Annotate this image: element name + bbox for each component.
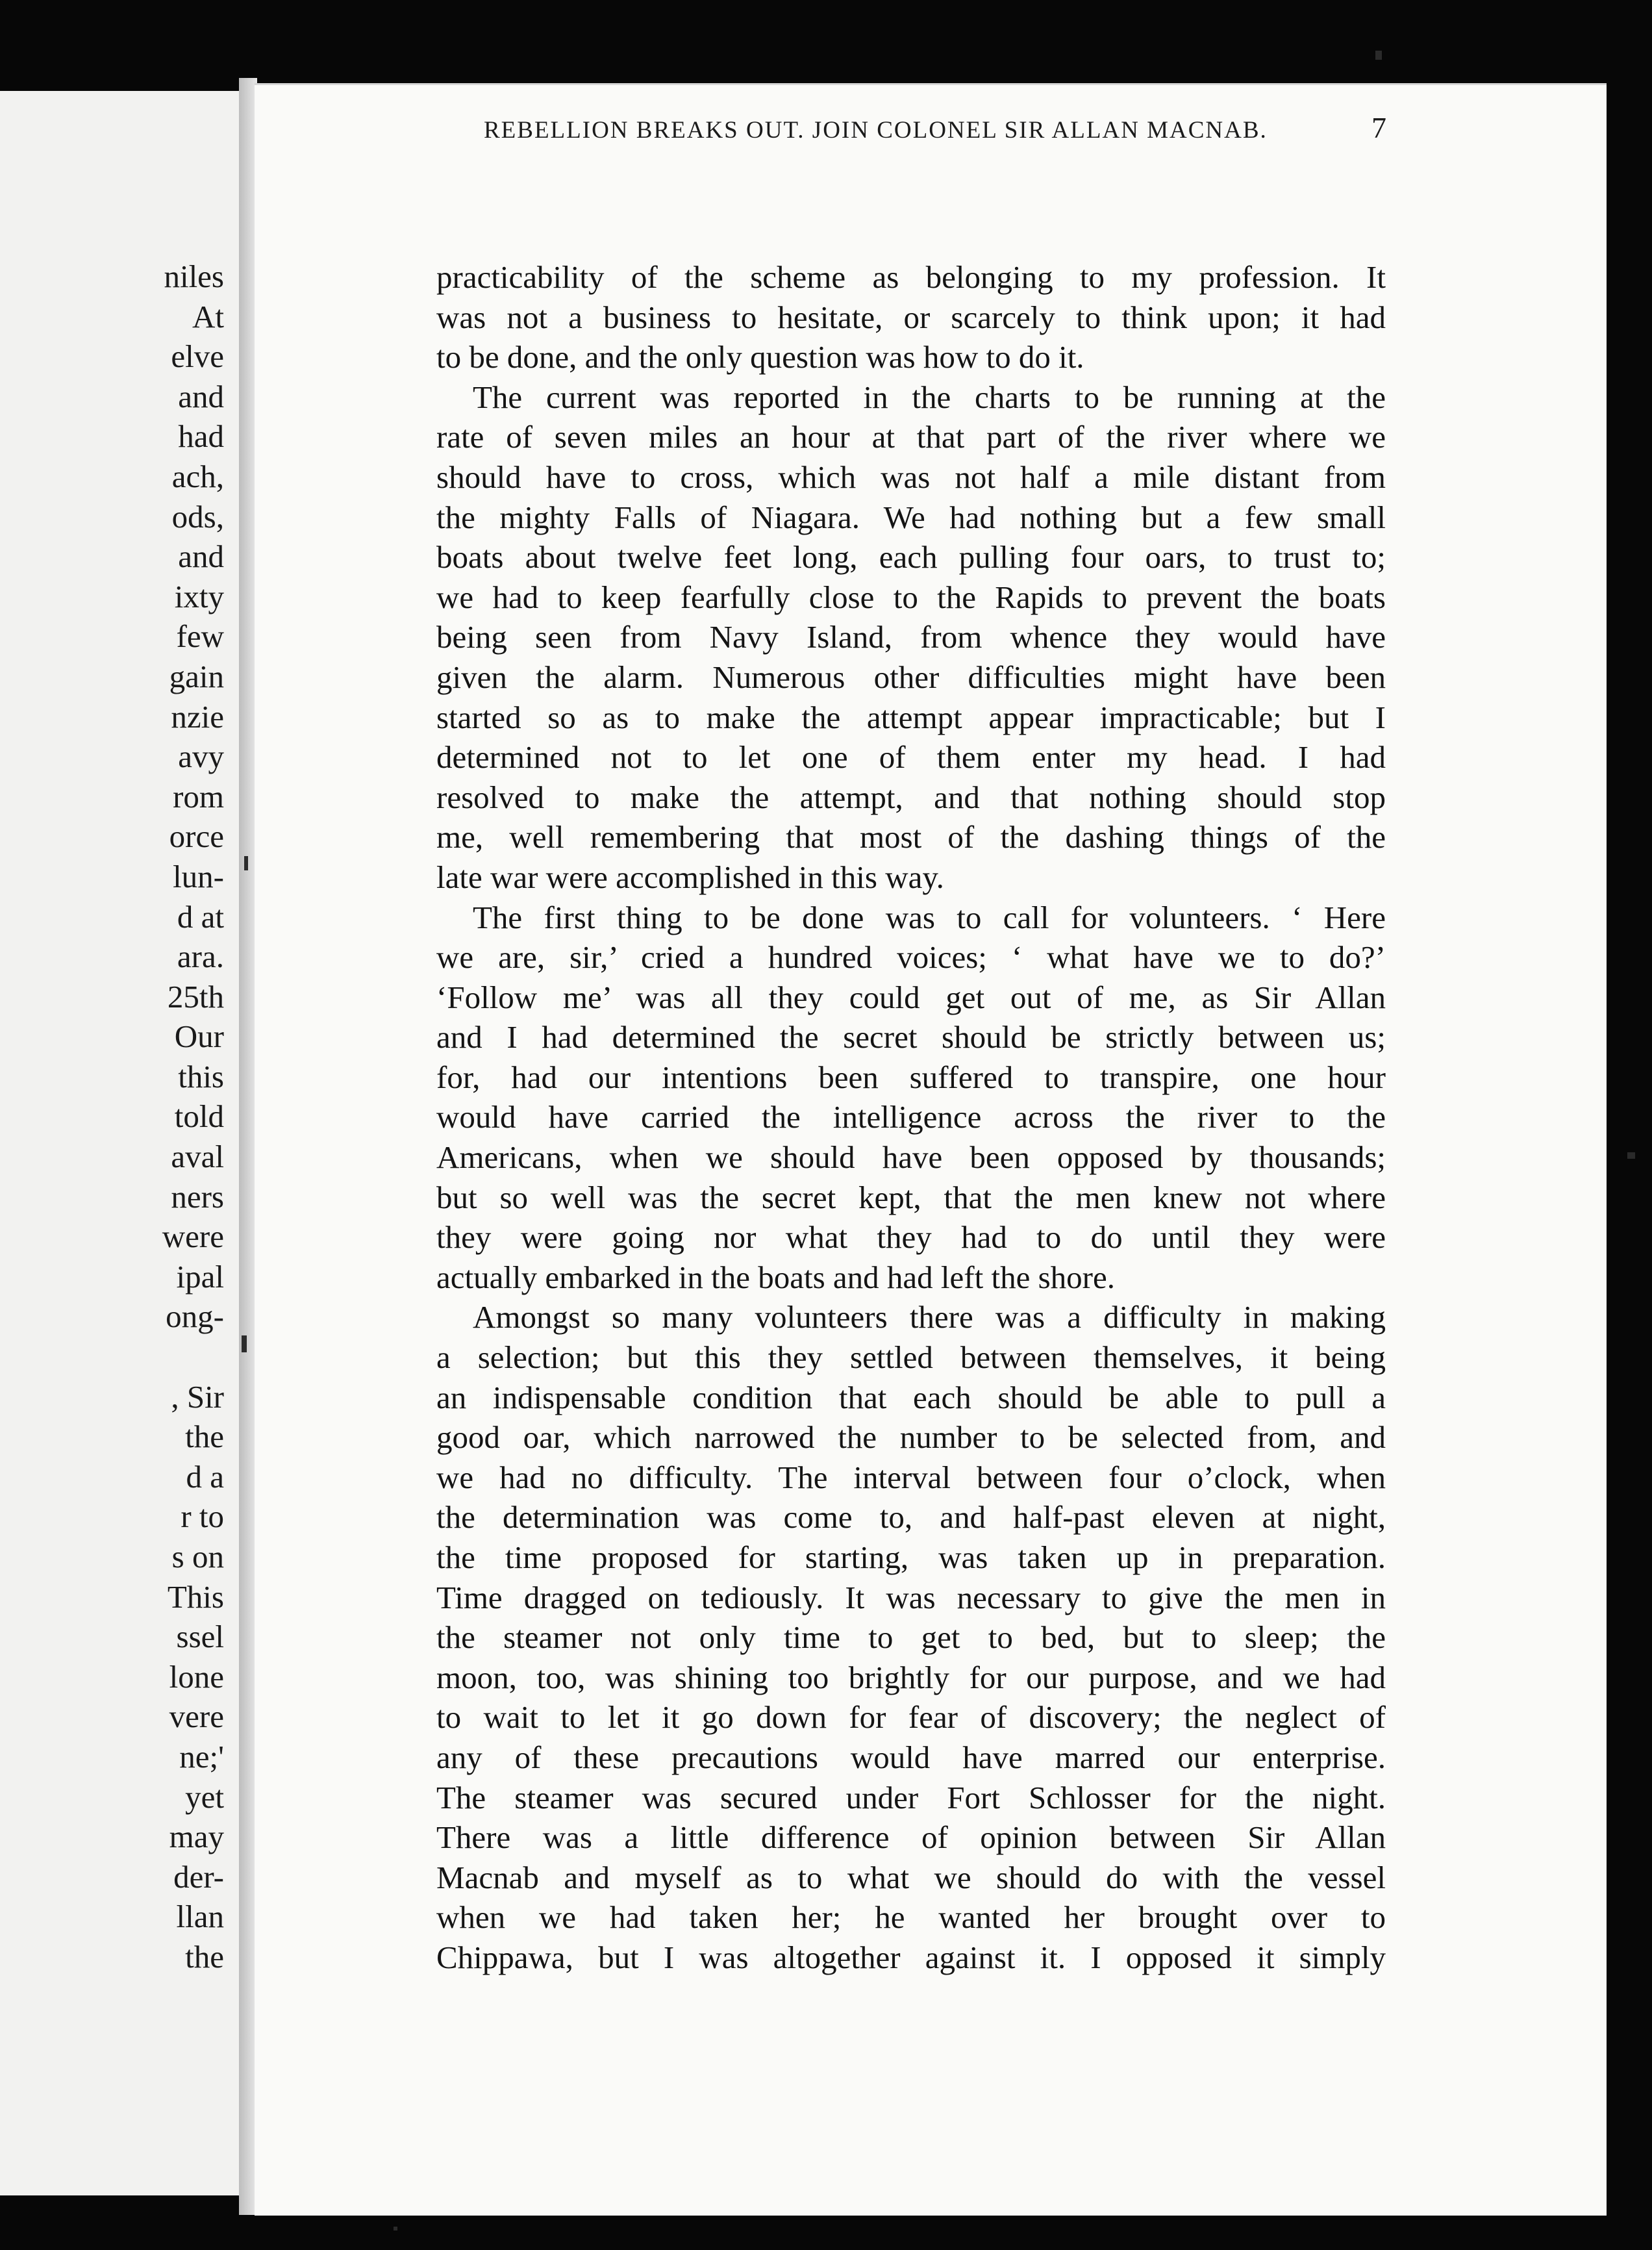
left-page-fragment: s on bbox=[171, 1539, 224, 1574]
scan-artifact bbox=[1375, 51, 1382, 60]
left-page-fragment: 25th bbox=[167, 978, 224, 1015]
left-page-fragment: At bbox=[192, 298, 224, 335]
scan-artifact bbox=[242, 1335, 247, 1352]
left-page-fragment: yet bbox=[185, 1778, 224, 1815]
left-page-fragment: d a bbox=[186, 1458, 224, 1495]
left-page-fragment: r to bbox=[181, 1498, 224, 1535]
left-page-fragment: ara. bbox=[177, 939, 224, 975]
text-line: Amongst so many volunteers there was a difficulty in making bbox=[473, 1299, 1386, 1335]
left-page-fragment: lone bbox=[169, 1658, 224, 1695]
left-page-fragment: gain bbox=[169, 658, 224, 694]
left-page-fragment: orce bbox=[169, 818, 224, 855]
text-line: for, had our intentions been suffered to transpire, one hour bbox=[436, 1059, 1386, 1095]
paragraph bbox=[436, 1297, 1386, 1977]
left-page-fragment: were bbox=[162, 1219, 224, 1255]
text-line: and I had determined the secret should be strictly between us; bbox=[436, 1019, 1386, 1055]
left-page-fragment: vere bbox=[169, 1699, 224, 1735]
running-title: REBELLION BREAKS OUT. JOIN COLONEL SIR ALLAN MACNAB. bbox=[484, 117, 1268, 144]
text-line: resolved to make the attempt, and that nothing should stop bbox=[436, 779, 1386, 815]
text-line: the determination was come to, and half-past eleven at night, bbox=[436, 1499, 1386, 1536]
left-page-fragment: the bbox=[185, 1419, 224, 1455]
text-line: any of these precautions would have marred our enterprise. bbox=[436, 1739, 1386, 1775]
text-line: Chippawa, but I was altogether against it. I opposed it simply bbox=[436, 1939, 1386, 1975]
text-line: Time dragged on tediously. It was necessary to give the men in bbox=[436, 1579, 1386, 1615]
text-line: There was a little difference of opinion between Sir Allan bbox=[436, 1819, 1386, 1856]
paragraph bbox=[436, 898, 1386, 1298]
left-page-fragment: avy bbox=[178, 739, 224, 775]
left-page-fragment: this bbox=[178, 1058, 224, 1094]
text-line: the time proposed for starting, was taken up in preparation. bbox=[436, 1539, 1386, 1575]
left-page-fragment bbox=[0, 1337, 224, 1377]
left-page-fragment: and bbox=[178, 378, 224, 414]
text-line: being seen from Navy Island, from whence they would have bbox=[436, 619, 1386, 655]
left-page-fragment: the bbox=[185, 1938, 224, 1975]
text-line: should have to cross, which was not half a mile distant from bbox=[436, 459, 1386, 495]
left-page-fragment: ixty bbox=[174, 578, 224, 614]
left-page-fragment: ne;' bbox=[179, 1738, 224, 1775]
left-page-fragment: aval bbox=[171, 1139, 224, 1175]
text-line: good oar, which narrowed the number to be selected from, and bbox=[436, 1419, 1386, 1456]
left-page-fragment: der- bbox=[173, 1858, 224, 1895]
left-page-fragment: Our bbox=[174, 1018, 224, 1055]
left-page-fragment: and bbox=[178, 538, 224, 575]
text-line: The current was reported in the charts to be running at the bbox=[473, 379, 1386, 415]
running-header bbox=[484, 110, 1386, 149]
text-line: would have carried the intelligence across the river to the bbox=[436, 1099, 1386, 1135]
text-line: given the alarm. Numerous other difficulties might have been bbox=[436, 659, 1386, 695]
paragraph bbox=[436, 257, 1386, 377]
left-page-fragment: had bbox=[178, 418, 224, 455]
left-page-fragment: ong- bbox=[166, 1298, 224, 1335]
text-line: rate of seven miles an hour at that part of the river where we bbox=[436, 419, 1386, 455]
left-page-fragment: rom bbox=[173, 778, 224, 815]
text-line: started so as to make the attempt appear impracticable; but I bbox=[436, 699, 1386, 735]
text-line: me, well remembering that most of the dashing things of the bbox=[436, 819, 1386, 855]
left-page-fragment: ods, bbox=[171, 498, 224, 535]
text-line: to wait to let it go down for fear of discovery; the neglect of bbox=[436, 1699, 1386, 1736]
text-line: moon, too, was shining too brightly for our purpose, and we had bbox=[436, 1659, 1386, 1695]
text-line: practicability of the scheme as belonging to my profession. It bbox=[436, 259, 1386, 295]
scan-artifact bbox=[394, 2227, 397, 2231]
left-page-fragment: ners bbox=[171, 1178, 224, 1215]
body-text bbox=[436, 257, 1386, 1978]
text-line: the mighty Falls of Niagara. We had nothing but a few small bbox=[436, 499, 1386, 535]
left-page-fragment: told bbox=[174, 1098, 224, 1135]
text-line: determined not to let one of them enter my head. I had bbox=[436, 739, 1386, 776]
text-line: we had no difficulty. The interval between four o’clock, when bbox=[436, 1459, 1386, 1495]
page-number: 7 bbox=[1371, 111, 1386, 144]
text-line: we are, sir,’ cried a hundred voices; ‘ what have we to do?’ bbox=[436, 939, 1386, 976]
text-line: an indispensable condition that each should be able to pull a bbox=[436, 1379, 1386, 1415]
text-line: when we had taken her; he wanted her brought over to bbox=[436, 1899, 1386, 1936]
text-line: boats about twelve feet long, each pulling four oars, to trust to; bbox=[436, 539, 1386, 575]
paragraph bbox=[436, 377, 1386, 898]
text-line: actually embarked in the boats and had left the shore. bbox=[436, 1259, 1115, 1295]
left-page-fragment: ach, bbox=[171, 458, 224, 494]
left-page-fragment: elve bbox=[171, 338, 224, 375]
text-line: Americans, when we should have been opposed by thousands; bbox=[436, 1139, 1386, 1176]
left-page-fragment: This bbox=[167, 1578, 224, 1615]
left-page-fragment: ipal bbox=[176, 1258, 224, 1295]
text-line: to be done, and the only question was how to do it. bbox=[436, 339, 1084, 375]
text-line: was not a business to hesitate, or scarcely to think upon; it had bbox=[436, 299, 1386, 335]
text-line: they were going nor what they had to do until they were bbox=[436, 1219, 1386, 1256]
left-page-fragment: few bbox=[176, 618, 224, 655]
text-line: late war were accomplished in this way. bbox=[436, 859, 944, 895]
left-page-fragment: niles bbox=[164, 259, 224, 294]
left-page-fragment: may bbox=[169, 1819, 224, 1855]
text-line: The first thing to be done was to call for volunteers. ‘ Here bbox=[473, 899, 1386, 935]
left-page-fragment: , Sir bbox=[171, 1378, 224, 1415]
left-page-fragment: d at bbox=[177, 898, 224, 935]
text-line: the steamer not only time to get to bed, but to sleep; the bbox=[436, 1619, 1386, 1656]
text-line: Macnab and myself as to what we should do with the vessel bbox=[436, 1859, 1386, 1895]
left-page-text-fragments bbox=[0, 257, 224, 1977]
scan-artifact bbox=[1627, 1152, 1635, 1159]
text-line: but so well was the secret kept, that the men knew not where bbox=[436, 1179, 1386, 1215]
text-line: a selection; but this they settled between themselves, it being bbox=[436, 1339, 1386, 1376]
scan-artifact bbox=[244, 856, 248, 870]
left-page bbox=[0, 91, 242, 2195]
text-line: ‘Follow me’ was all they could get out of me, as Sir Allan bbox=[436, 979, 1386, 1015]
text-line: The steamer was secured under Fort Schlosser for the night. bbox=[436, 1779, 1386, 1815]
left-page-fragment: llan bbox=[176, 1899, 224, 1935]
left-page-fragment: lun- bbox=[173, 858, 224, 894]
left-page-fragment: ssel bbox=[176, 1619, 224, 1655]
text-line: we had to keep fearfully close to the Rapids to prevent the boats bbox=[436, 579, 1386, 615]
left-page-fragment: nzie bbox=[171, 698, 224, 735]
